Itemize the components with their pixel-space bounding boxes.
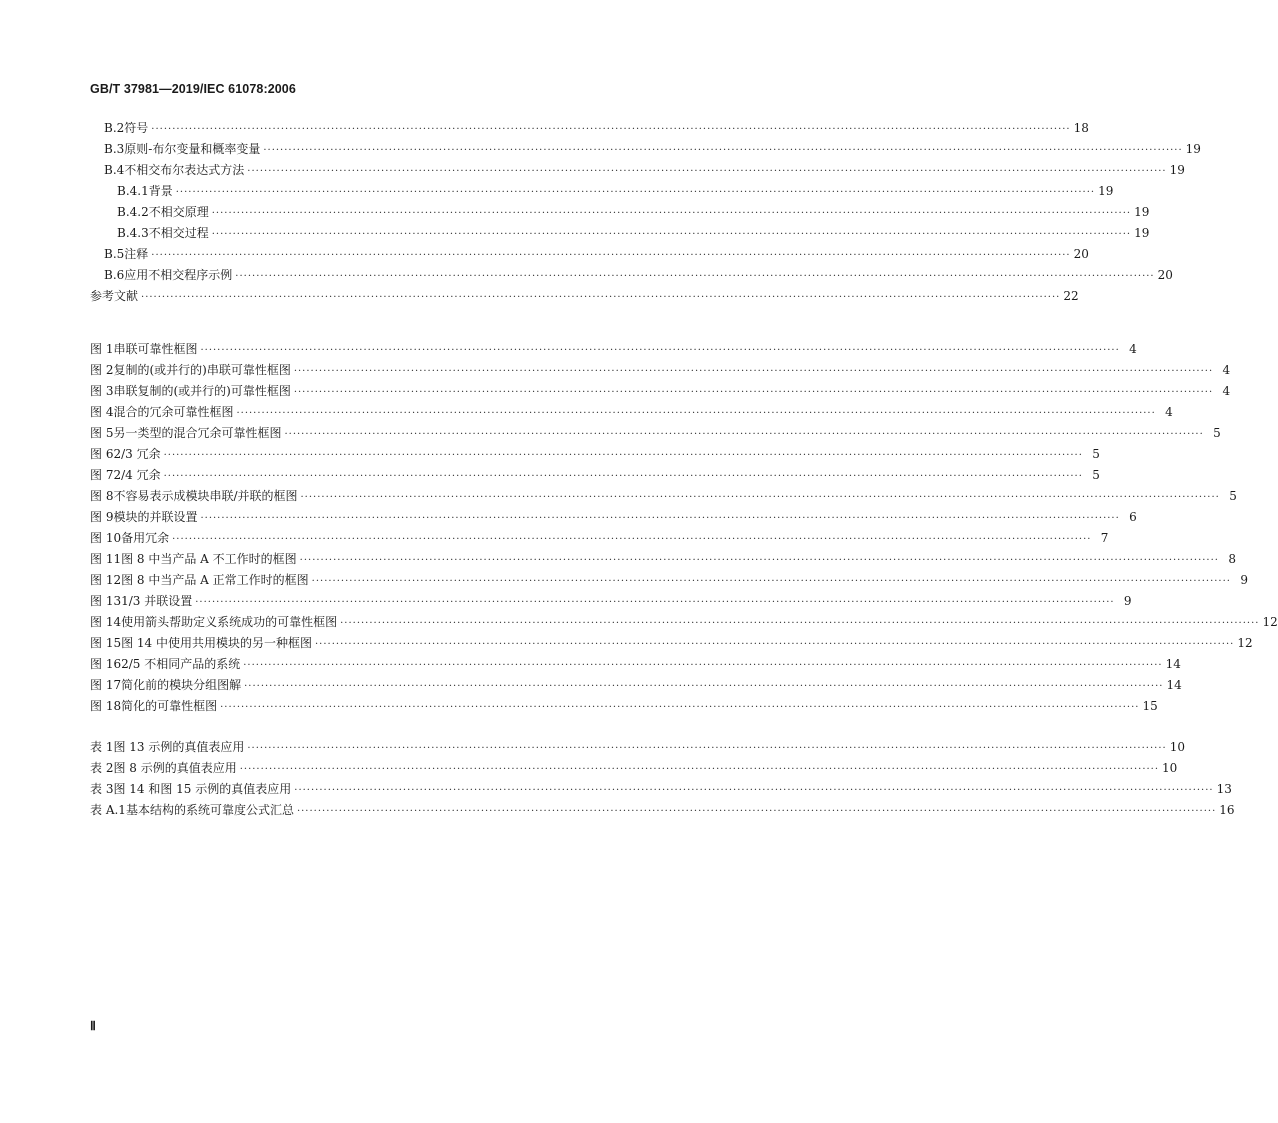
leader-dots: ····························································································································································································································	[195, 597, 1115, 608]
figures-page-number: 4	[1222, 384, 1231, 398]
tables-number: 表 1	[90, 740, 114, 754]
figures-number: 图 3	[90, 384, 114, 398]
figures-entry[interactable]	[90, 654, 1181, 675]
figures-entry[interactable]	[90, 381, 1231, 402]
contents-number: B.5	[104, 247, 125, 261]
figures-entry[interactable]	[90, 339, 1137, 360]
contents-title: 背景	[148, 184, 173, 198]
leader-dots: ····························································································································································································································	[163, 471, 1083, 482]
contents-page-number: 20	[1157, 268, 1173, 282]
figures-title: 2/4 冗余	[113, 468, 161, 482]
leader-dots: ····························································································································································································································	[211, 208, 1132, 219]
figures-title: 图 14 中使用共用模块的另一种框图	[121, 636, 312, 650]
contents-number: B.6	[104, 268, 125, 282]
figures-page-number: 4	[1222, 363, 1231, 377]
contents-entry[interactable]	[104, 139, 1201, 160]
leader-dots: ····························································································································································································································	[163, 450, 1083, 461]
figures-entry[interactable]	[90, 465, 1100, 486]
figures-page-number: 8	[1228, 552, 1236, 566]
figures-entry[interactable]	[90, 507, 1137, 528]
figures-page-number: 14	[1165, 657, 1181, 671]
contents-page-number: 19	[1134, 205, 1150, 219]
figures-page-number: 4	[1165, 405, 1173, 419]
tables-entry[interactable]	[90, 737, 1185, 758]
leader-dots: ····························································································································································································································	[247, 743, 1167, 754]
figures-entry[interactable]	[90, 528, 1109, 549]
figures-number: 图 2	[90, 363, 114, 377]
figures-title: 模块的并联设置	[113, 510, 198, 524]
figures-title: 复制的(或并行的)串联可靠性框图	[113, 363, 291, 377]
contents-entry[interactable]	[104, 265, 1173, 286]
contents-entry[interactable]	[104, 160, 1185, 181]
leader-dots: ····························································································································································································································	[200, 513, 1120, 524]
contents-title: 原则-布尔变量和概率变量	[124, 142, 261, 156]
figures-entry[interactable]	[90, 675, 1182, 696]
contents-number: B.4	[104, 163, 125, 177]
leader-dots: ····························································································································································································································	[211, 229, 1132, 240]
leader-dots: ····························································································································································································································	[220, 702, 1140, 713]
figures-title: 另一类型的混合冗余可靠性框图	[113, 426, 282, 440]
figures-entry[interactable]	[90, 549, 1236, 570]
tables-title: 图 8 示例的真值表应用	[113, 761, 237, 775]
contents-number: B.4.2	[117, 205, 149, 219]
figures-page-number: 15	[1142, 699, 1158, 713]
figures-number: 图 11	[90, 552, 122, 566]
tables-entry[interactable]	[90, 758, 1178, 779]
tables-number: 表 2	[90, 761, 114, 775]
tables-number: 表 3	[90, 782, 114, 796]
figures-entry[interactable]	[90, 486, 1237, 507]
contents-entry[interactable]	[90, 286, 1079, 307]
contents-title: 应用不相交程序示例	[124, 268, 233, 282]
contents-page-number: 18	[1073, 121, 1089, 135]
figures-title: 简化前的模块分组图解	[121, 678, 242, 692]
contents-title: 不相交布尔表达式方法	[124, 163, 245, 177]
tables-page-number: 16	[1219, 803, 1235, 817]
figures-page-number: 12	[1237, 636, 1253, 650]
figures-entry[interactable]	[90, 444, 1100, 465]
figures-entry[interactable]	[90, 591, 1132, 612]
contents-entry[interactable]	[117, 202, 1150, 223]
figures-number: 图 13	[90, 594, 122, 608]
figures-title: 串联复制的(或并行的)可靠性框图	[113, 384, 291, 398]
leader-dots: ····························································································································································································································	[172, 534, 1092, 545]
contents-entry[interactable]	[104, 118, 1089, 139]
leader-dots: ····························································································································································································································	[236, 408, 1156, 419]
contents-title: 参考文献	[90, 289, 139, 303]
figures-title: 不容易表示成模块串联/并联的框图	[113, 489, 298, 503]
contents-number: B.4.1	[117, 184, 149, 198]
contents-page-number: 20	[1073, 247, 1089, 261]
leader-dots: ····························································································································································································································	[284, 429, 1204, 440]
figures-entry[interactable]	[90, 612, 1278, 633]
contents-entry[interactable]	[117, 223, 1150, 244]
figures-title: 图 8 中当产品 A 不工作时的框图	[121, 552, 297, 566]
tables-page-number: 10	[1169, 740, 1185, 754]
leader-dots: ····························································································································································································································	[263, 145, 1183, 156]
contents-title: 不相交原理	[148, 205, 209, 219]
figures-number: 图 4	[90, 405, 114, 419]
contents-page-number: 19	[1169, 163, 1185, 177]
figures-page-number: 5	[1229, 489, 1237, 503]
figures-page-number: 5	[1092, 468, 1100, 482]
figures-entry[interactable]	[90, 696, 1158, 717]
figures-number: 图 9	[90, 510, 114, 524]
figures-page-number: 4	[1129, 342, 1137, 356]
contents-entry[interactable]	[104, 244, 1089, 265]
contents-page-number: 22	[1063, 289, 1079, 303]
figures-title: 使用箭头帮助定义系统成功的可靠性框图	[121, 615, 338, 629]
figures-number: 图 14	[90, 615, 122, 629]
tables-page-number: 13	[1216, 782, 1232, 796]
figures-page-number: 14	[1166, 678, 1182, 692]
figures-entry[interactable]	[90, 423, 1221, 444]
leader-dots: ····························································································································································································································	[243, 660, 1163, 671]
contents-page-number: 19	[1134, 226, 1150, 240]
figures-number: 图 6	[90, 447, 114, 461]
figures-title: 备用冗余	[121, 531, 170, 545]
leader-dots: ····························································································································································································································	[247, 166, 1167, 177]
leader-dots: ····························································································································································································································	[151, 250, 1071, 261]
figures-number: 图 1	[90, 342, 114, 356]
contents-entry[interactable]	[117, 181, 1114, 202]
figures-number: 图 17	[90, 678, 122, 692]
tables-entry[interactable]	[90, 779, 1232, 800]
leader-dots: ····························································································································································································································	[200, 345, 1120, 356]
tables-page-number: 10	[1162, 761, 1178, 775]
figures-entry[interactable]	[90, 402, 1173, 423]
leader-dots: ····························································································································································································································	[239, 764, 1160, 775]
contents-number: B.3	[104, 142, 125, 156]
tables-title: 图 13 示例的真值表应用	[113, 740, 245, 754]
figures-title: 串联可靠性框图	[113, 342, 198, 356]
leader-dots: ····························································································································································································································	[294, 785, 1214, 796]
contents-number: B.4.3	[117, 226, 149, 240]
contents-page-number: 19	[1098, 184, 1114, 198]
leader-dots: ····························································································································································································································	[315, 639, 1235, 650]
figures-number: 图 18	[90, 699, 122, 713]
figures-page-number: 9	[1123, 594, 1132, 608]
figures-entry[interactable]	[90, 633, 1253, 654]
contents-title: 注释	[124, 247, 149, 261]
contents-title: 不相交过程	[148, 226, 209, 240]
figures-page-number: 5	[1092, 447, 1100, 461]
document-standard-code: GB/T 37981—2019/IEC 61078:2006	[90, 82, 296, 96]
figures-title: 图 8 中当产品 A 正常工作时的框图	[121, 573, 309, 587]
figures-entry[interactable]	[90, 570, 1248, 591]
leader-dots: ····························································································································································································································	[296, 806, 1217, 817]
figures-page-number: 7	[1100, 531, 1109, 545]
leader-dots: ····························································································································································································································	[300, 492, 1220, 503]
figures-title: 简化的可靠性框图	[121, 699, 218, 713]
leader-dots: ····························································································································································································································	[311, 576, 1231, 587]
leader-dots: ····························································································································································································································	[299, 555, 1219, 566]
contents-number: B.2	[104, 121, 125, 135]
figures-page-number: 12	[1262, 615, 1278, 629]
contents-page-number: 19	[1185, 142, 1201, 156]
leader-dots: ····························································································································································································································	[235, 271, 1155, 282]
figures-number: 图 10	[90, 531, 122, 545]
page-number-roman: Ⅱ	[90, 1019, 96, 1033]
figures-title: 2/5 不相同产品的系统	[121, 657, 241, 671]
tables-title: 基本结构的系统可靠度公式汇总	[125, 803, 294, 817]
leader-dots: ····························································································································································································································	[293, 366, 1214, 377]
leader-dots: ····························································································································································································································	[175, 187, 1096, 198]
leader-dots: ····························································································································································································································	[340, 618, 1260, 629]
tables-entry[interactable]	[90, 800, 1235, 821]
leader-dots: ····························································································································································································································	[244, 681, 1164, 692]
figures-page-number: 5	[1213, 426, 1221, 440]
figures-number: 图 5	[90, 426, 114, 440]
figures-number: 图 8	[90, 489, 114, 503]
figures-title: 混合的冗余可靠性框图	[113, 405, 234, 419]
leader-dots: ····························································································································································································································	[141, 292, 1061, 303]
figures-number: 图 7	[90, 468, 114, 482]
figures-number: 图 15	[90, 636, 122, 650]
figures-page-number: 9	[1240, 573, 1248, 587]
contents-title: 符号	[124, 121, 149, 135]
figures-title: 2/3 冗余	[113, 447, 161, 461]
leader-dots: ····························································································································································································································	[151, 124, 1071, 135]
tables-title: 图 14 和图 15 示例的真值表应用	[113, 782, 292, 796]
figures-number: 图 12	[90, 573, 122, 587]
figures-entry[interactable]	[90, 360, 1231, 381]
figures-title: 1/3 并联设置	[121, 594, 193, 608]
figures-number: 图 16	[90, 657, 122, 671]
figures-page-number: 6	[1129, 510, 1137, 524]
leader-dots: ····························································································································································································································	[293, 387, 1214, 398]
tables-number: 表 A.1	[90, 803, 126, 817]
